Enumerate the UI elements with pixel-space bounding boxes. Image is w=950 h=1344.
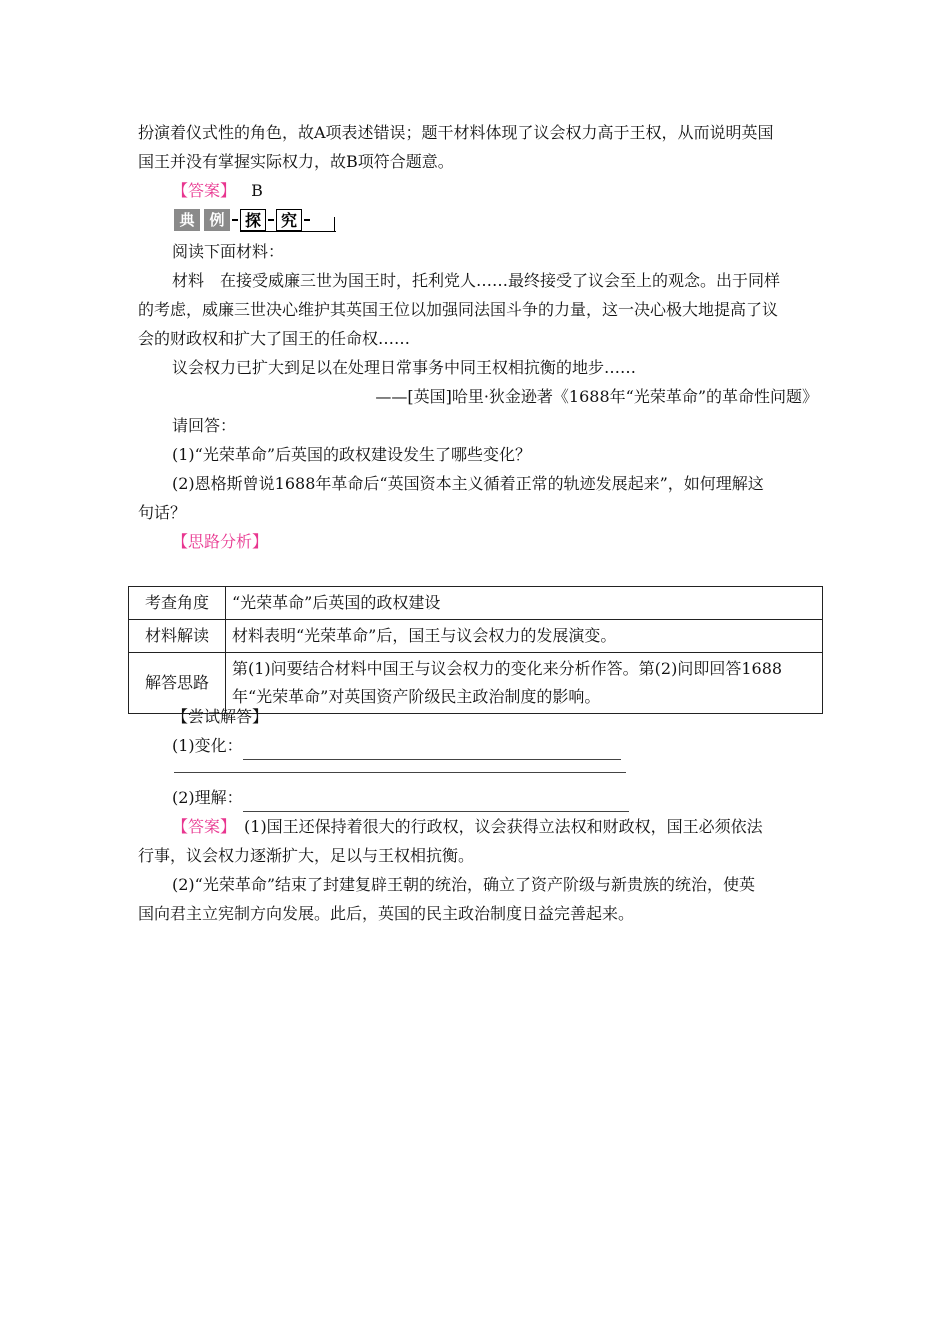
attempt-q2	[138, 783, 818, 812]
question-prompt: 请回答：	[172, 416, 237, 435]
attempt-q1-label: (1)变化：	[172, 736, 243, 755]
intro-answer	[138, 176, 818, 205]
attempt-q1	[138, 731, 818, 760]
answer-blank-q1[interactable]	[243, 739, 621, 760]
answer-blank-q2[interactable]	[243, 791, 629, 812]
attempt-label: 【尝试解答】	[172, 707, 269, 726]
final-answer-line-1	[138, 812, 818, 841]
row-content: “光荣革命”后英国的政权建设	[226, 587, 823, 620]
badge-char-4: 究	[276, 209, 302, 231]
document-page	[138, 118, 818, 923]
material-line-4: 议会权力已扩大到足以在处理日常事务中同王权相抗衡的地步……	[172, 358, 637, 377]
final-answer-text-1: (1)国王还保持着很大的行政权，议会获得立法权和财政权，国王必须依法	[228, 817, 763, 836]
table-row	[129, 587, 823, 620]
row-content: 第(1)问要结合材料中国王与议会权力的变化来分析作答。第(2)问即回答1688年“光荣革命”对英国资产阶级民主政治制度的影响。	[226, 653, 823, 714]
row-head: 材料解读	[129, 620, 226, 653]
table-row	[129, 620, 823, 653]
section-badge-row	[138, 207, 818, 237]
badge-dash	[232, 219, 238, 221]
intro-line-2: 国王并没有掌握实际权力，故B项符合题意。	[138, 152, 454, 171]
final-answer-line-4: 国向君主立宪制方向发展。此后，英国的民主政治制度日益完善起来。	[138, 904, 635, 923]
final-answer-label: 【答案】	[172, 817, 229, 836]
material-line-1: 材料 在接受威廉三世为国王时，托利党人……最终接受了议会至上的观念。出于同样	[172, 271, 781, 290]
badge-char-3: 探	[240, 209, 266, 231]
question-2-line-2: 句话？	[138, 503, 187, 522]
analysis-label: 【思路分析】	[172, 532, 269, 551]
badge-char-1: 典	[174, 209, 200, 231]
analysis-table	[128, 586, 823, 714]
material-line-3: 会的财政权和扩大了国王的任命权……	[138, 329, 411, 348]
attempt-section	[138, 702, 818, 928]
material-source: ——[英国]哈里·狄金逊著《1688年“光荣革命”的革命性问题》	[375, 387, 818, 406]
badge-char-2: 例	[204, 209, 230, 231]
row-head: 解答思路	[129, 653, 226, 714]
badge-dash	[304, 219, 310, 221]
row-head: 考查角度	[129, 587, 226, 620]
material-line-2: 的考虑，威廉三世决心维护其英国王位以加强同法国斗争的力量，这一决心极大地提高了议	[138, 300, 779, 319]
intro-line-1: 扮演着仪式性的角色，故A项表述错误；题干材料体现了议会权力高于王权，从而说明英国	[138, 123, 774, 142]
attempt-q2-label: (2)理解：	[172, 788, 243, 807]
badge-end-tick	[334, 217, 335, 232]
badge-dash	[268, 219, 274, 221]
reading-prompt: 阅读下面材料：	[172, 242, 285, 261]
answer-blank-q1-line-2[interactable]	[174, 760, 626, 773]
row-content: 材料表明“光荣革命”后，国王与议会权力的发展演变。	[226, 620, 823, 653]
badge-underline	[240, 231, 336, 232]
final-answer-line-2: 行事，议会权力逐渐扩大，足以与王权相抗衡。	[138, 846, 475, 865]
question-2-line-1: (2)恩格斯曾说1688年革命后“英国资本主义循着正常的轨迹发展起来”，如何理解这	[172, 474, 764, 493]
example-explore-badge	[174, 209, 442, 235]
answer-value: B	[251, 181, 263, 200]
final-answer-line-3: (2)“光荣革命”结束了封建复辟王朝的统治，确立了资产阶级与新贵族的统治，使英	[172, 875, 756, 894]
answer-label: 【答案】	[172, 181, 237, 200]
question-1: (1)“光荣革命”后英国的政权建设发生了哪些变化？	[172, 445, 532, 464]
